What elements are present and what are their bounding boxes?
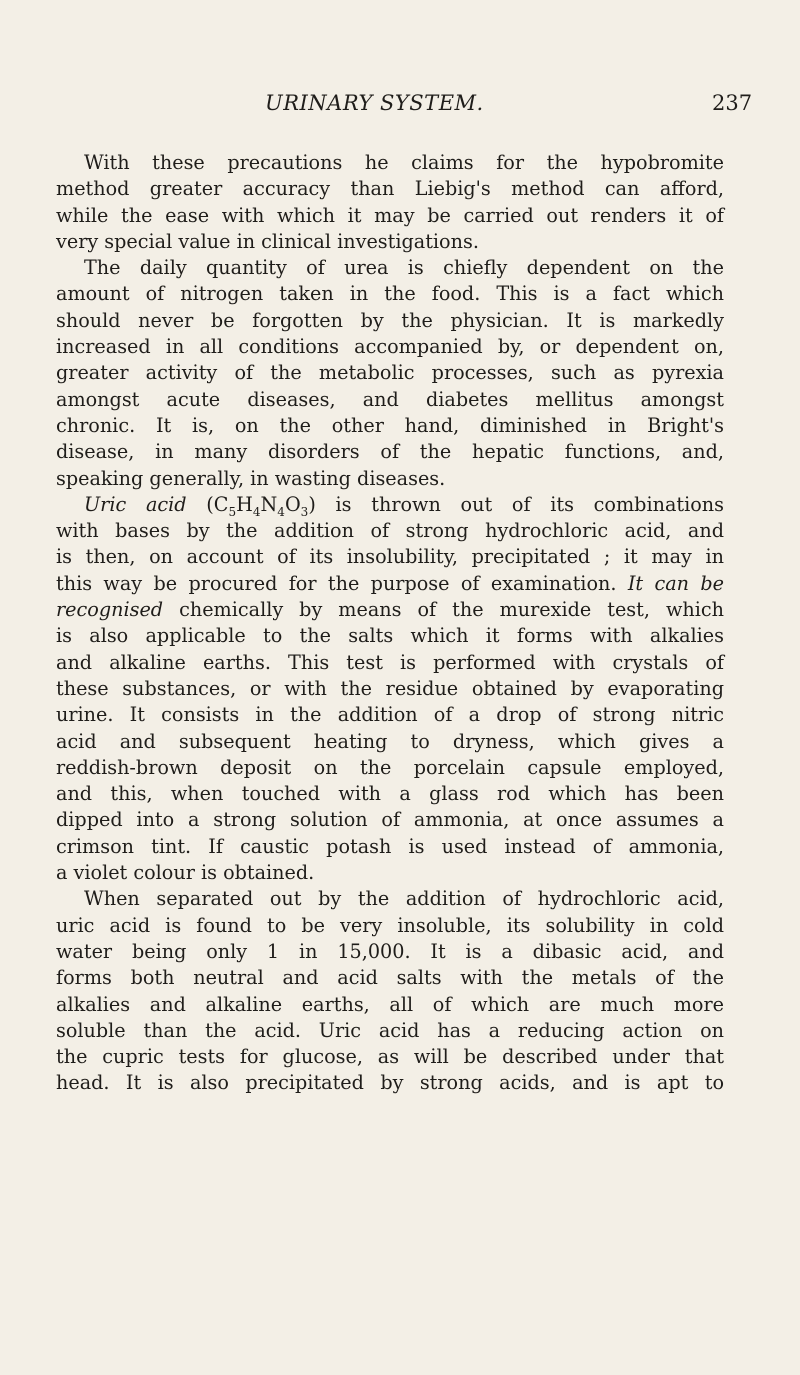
text-line: recognised chemically by means of the murexide test, which: [56, 598, 724, 622]
text-line: alkalies and alkaline earths, all of which are much more: [56, 992, 724, 1016]
text-line: a violet colour is obtained.: [56, 861, 315, 885]
text-line: this way be procured for the purpose of examination. It can be: [56, 571, 724, 595]
text-line: and this, when touched with a glass rod which has been: [56, 782, 724, 806]
running-title: URINARY SYSTEM.: [265, 91, 484, 115]
text-line: The daily quantity of urea is chiefly dependent on the: [84, 256, 724, 280]
text-line: these substances, or with the residue obtained by evaporating: [56, 676, 724, 700]
text-line: head. It is also precipitated by strong acids, and is apt to: [56, 1071, 724, 1095]
text-line: the cupric tests for glucose, as will be described under that: [56, 1045, 724, 1069]
text-line: increased in all conditions accompanied by, or dependent on,: [56, 335, 724, 359]
emphasis: recognised: [56, 598, 164, 622]
text-line: water being only 1 in 15,000. It is a dibasic acid, and: [56, 939, 724, 963]
text-line: reddish-brown deposit on the porcelain capsule employed,: [56, 755, 724, 779]
text-line: method greater accuracy than Liebig's method can afford,: [56, 177, 724, 201]
uric-acid-formula: $(C_5H_4N_4O_3)$: [206, 492, 316, 519]
body-text: [56, 150, 724, 1097]
text-line: disease, in many disorders of the hepatic functions, and,: [56, 440, 724, 464]
text-line: dipped into a strong solution of ammonia, at once assumes a: [56, 808, 724, 832]
text-line: soluble than the acid. Uric acid has a reducing action on: [56, 1018, 724, 1042]
text-line: forms both neutral and acid salts with the metals of the: [56, 966, 724, 990]
text-line: Uric acid $(C_5H_4N_4O_3)$ is thrown out of its combinations: [84, 492, 724, 519]
text-line: urine. It consists in the addition of a drop of strong nitric: [56, 703, 724, 727]
text-line: should never be forgotten by the physician. It is markedly: [56, 308, 724, 332]
page-header: [0, 91, 800, 121]
text-line: amount of nitrogen taken in the food. This is a fact which: [56, 282, 724, 306]
text-line: greater activity of the metabolic processes, such as pyrexia: [56, 361, 724, 385]
text-line: When separated out by the addition of hydrochloric acid,: [84, 887, 724, 911]
text-line: crimson tint. If caustic potash is used instead of ammonia,: [56, 834, 724, 858]
page-number: 237: [712, 91, 753, 115]
text-line: with bases by the addition of strong hydrochloric acid, and: [56, 519, 724, 543]
text-line: With these precautions he claims for the hypobromite: [84, 151, 724, 174]
emphasis: It can be: [627, 571, 724, 595]
text-line: while the ease with which it may be carried out renders it of: [56, 203, 724, 227]
text-line: acid and subsequent heating to dryness, which gives a: [56, 729, 724, 753]
text-line: chronic. It is, on the other hand, diminished in Bright's: [56, 413, 724, 437]
text-line: very special value in clinical investigations.: [56, 229, 479, 253]
text-line: speaking generally, in wasting diseases.: [56, 466, 446, 490]
text-line: is also applicable to the salts which it forms with alkalies: [56, 624, 724, 648]
text-line: uric acid is found to be very insoluble, its solubility in cold: [56, 913, 724, 937]
text-line: amongst acute diseases, and diabetes mellitus amongst: [56, 387, 724, 411]
text-line: is then, on account of its insolubility, precipitated ; it may in: [56, 545, 724, 569]
uric-acid-term: Uric acid: [84, 492, 187, 516]
text-line: and alkaline earths. This test is performed with crystals of: [56, 650, 724, 674]
